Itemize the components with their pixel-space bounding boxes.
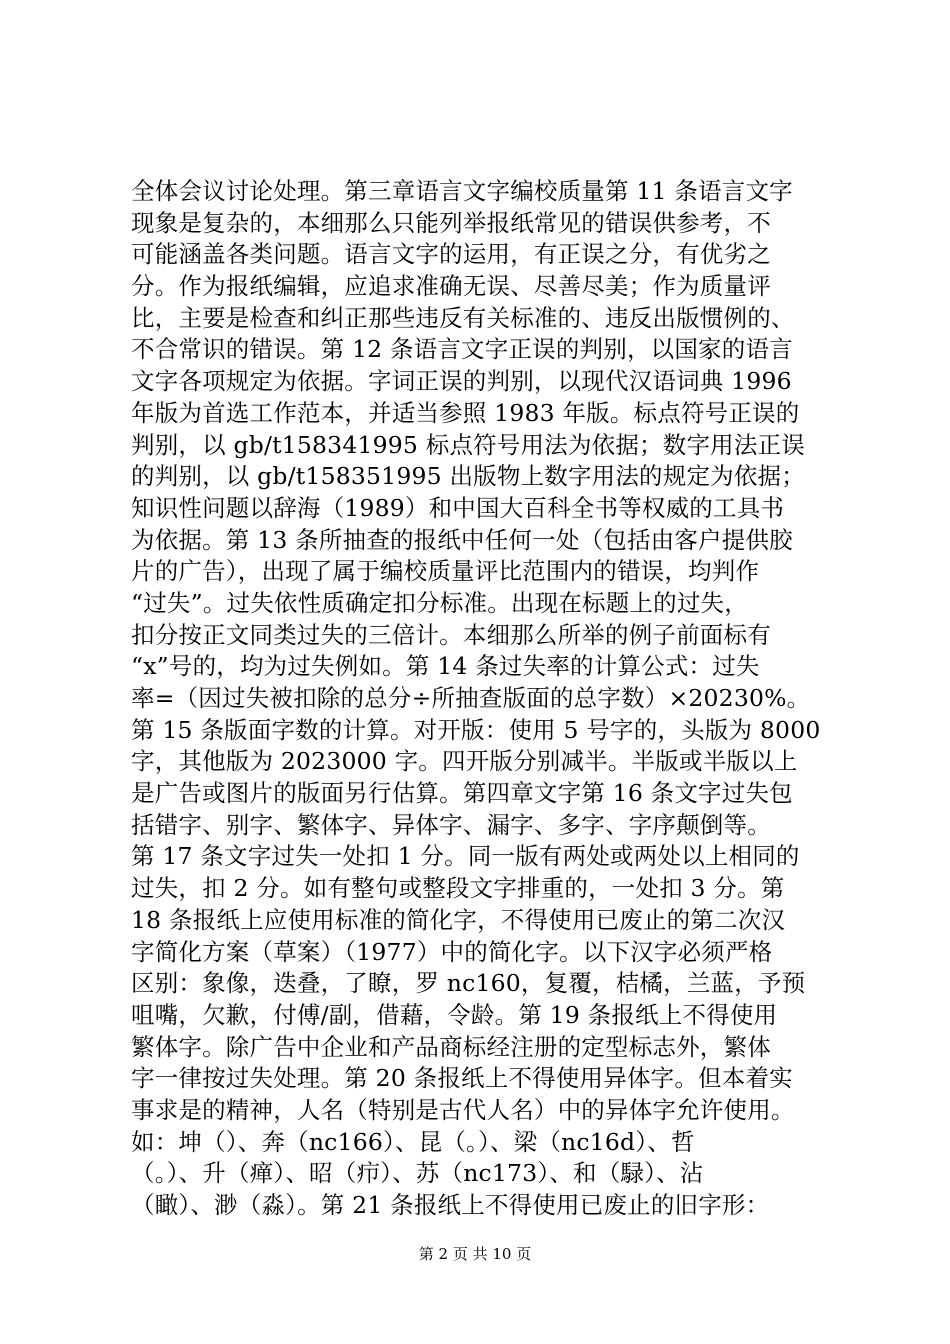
text-line: （。）、升（瘅）、昭（疖）、苏（nc173）、和（騄）、沾	[131, 1159, 704, 1188]
page-footer: 第 2 页 共 10 页	[418, 1245, 532, 1263]
text-line: 括错字、别字、繁体字、异体字、漏字、多字、字序颠倒等。	[131, 810, 771, 839]
text-line: 为依据。第 13 条所抽查的报纸中任何一处（包括由客户提供胶	[131, 525, 793, 554]
text-line: 过失，扣 2 分。如有整句或整段文字排重的，一处扣 3 分。第	[131, 874, 785, 903]
text-line: 繁体字。除广告中企业和产品商标经注册的定型标志外，繁体	[131, 1032, 771, 1061]
text-line: 咀嘴，欠歉，付傅/副，借藉，令龄。第 19 条报纸上不得使用	[131, 1000, 778, 1029]
text-line: 判别，以 gb/t158341995 标点符号用法为依据；数字用法正误	[131, 430, 805, 459]
text-line: 不合常识的错误。第 12 条语言文字正误的判别，以国家的语言	[131, 335, 793, 364]
text-line: 区别：象像，迭叠，了瞭，罗 nc160，复覆，桔橘，兰蓝，予预	[131, 969, 806, 998]
text-line: 是广告或图片的版面另行估算。第四章文字第 16 条文字过失包	[131, 779, 793, 808]
text-line: 字简化方案（草案）（1977）中的简化字。以下汉字必须严格	[131, 937, 773, 966]
text-line: 扣分按正文同类过失的三倍计。本细那么所举的例子前面标有	[131, 620, 771, 649]
text-line: 可能涵盖各类问题。语言文字的运用，有正误之分，有优劣之	[131, 240, 771, 269]
text-line: 第 15 条版面字数的计算。对开版：使用 5 号字的，头版为 8000	[131, 715, 821, 744]
text-line: 的判别，以 gb/t158351995 出版物上数字用法的规定为依据；	[131, 462, 805, 491]
text-line: 知识性问题以辞海（1989）和中国大百科全书等权威的工具书	[131, 493, 785, 522]
text-line: 年版为首选工作范本，并适当参照 1983 年版。标点符号正误的	[131, 398, 800, 427]
text-line: 18 条报纸上应使用标准的简化字，不得使用已废止的第二次汉	[131, 905, 786, 934]
text-line: 第 17 条文字过失一处扣 1 分。同一版有两处或两处以上相同的	[131, 842, 800, 871]
text-line: 如：坤（）、奔（nc166）、昆（。）、梁（nc16d）、哲	[131, 1127, 695, 1156]
text-line: （瞰）、渺（淼）。第 21 条报纸上不得使用已废止的旧字形：	[131, 1191, 770, 1219]
text-line: 文字各项规定为依据。字词正误的判别，以现代汉语词典 1996	[131, 367, 792, 396]
text-line: 现象是复杂的，本细那么只能列举报纸常见的错误供参考，不	[131, 208, 771, 237]
text-line: 事求是的精神，人名（特别是古代人名）中的异体字允许使用。	[131, 1095, 795, 1124]
document-body	[131, 176, 831, 1222]
text-line: 全体会议讨论处理。第三章语言文字编校质量第 11 条语言文字	[131, 177, 793, 205]
text-line: “x”号的，均为过失例如。第 14 条过失率的计算公式：过失	[131, 652, 760, 681]
text-line: “过失”。过失依性质确定扣分标准。出现在标题上的过失，	[131, 588, 748, 617]
text-line: 比，主要是检查和纠正那些违反有关标准的、违反出版惯例的、	[131, 303, 795, 332]
text-line: 片的广告），出现了属于编校质量评比范围内的错误，均判作	[131, 557, 760, 586]
text-line: 字一律按过失处理。第 20 条报纸上不得使用异体字。但本着实	[131, 1064, 793, 1093]
text-line: 字，其他版为 2023000 字。四开版分别减半。半版或半版以上	[131, 747, 798, 776]
text-line: 分。作为报纸编辑，应追求准确无误、尽善尽美；作为质量评	[131, 272, 771, 301]
text-line: 率=（因过失被扣除的总分÷所抽查版面的总字数）×20230%。	[131, 684, 811, 712]
